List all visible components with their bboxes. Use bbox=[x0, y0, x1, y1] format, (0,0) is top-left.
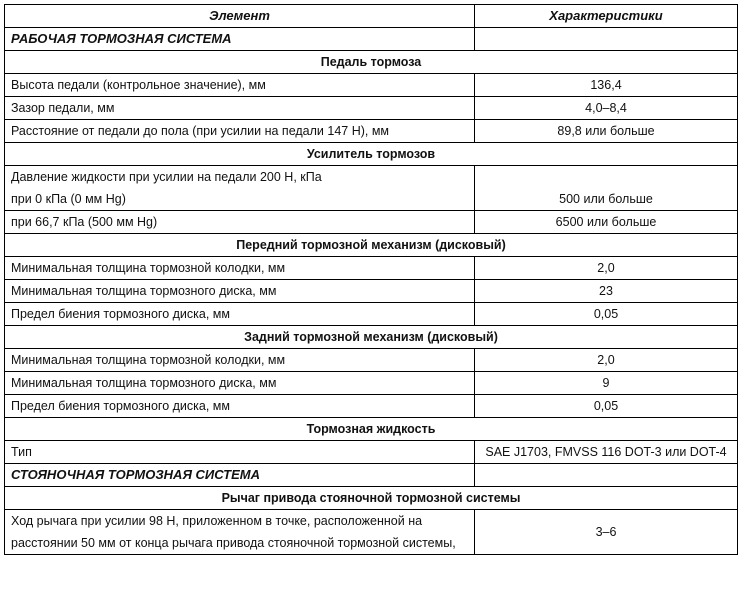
row-label: при 66,7 кПа (500 мм Hg) bbox=[5, 211, 475, 234]
row-value: 2,0 bbox=[475, 349, 738, 372]
row-label: Ход рычага при усилии 98 Н, приложенном в точке, расположенной на расстоянии 50 мм от конца рычага привода стояночной тормозной системы, bbox=[5, 510, 475, 555]
group-title: Передний тормозной механизм (дисковый) bbox=[5, 234, 738, 257]
section-title: РАБОЧАЯ ТОРМОЗНАЯ СИСТЕМА bbox=[5, 28, 475, 51]
table-row bbox=[5, 395, 738, 418]
row-label: Минимальная толщина тормозной колодки, мм bbox=[5, 257, 475, 280]
row-value: 3–6 bbox=[475, 510, 738, 555]
table-row bbox=[5, 211, 738, 234]
table-row bbox=[5, 349, 738, 372]
section-parking-brake bbox=[5, 464, 738, 487]
table-row bbox=[5, 97, 738, 120]
row-value: 4,0–8,4 bbox=[475, 97, 738, 120]
row-label: Минимальная толщина тормозного диска, мм bbox=[5, 372, 475, 395]
table-row bbox=[5, 372, 738, 395]
group-title: Усилитель тормозов bbox=[5, 143, 738, 166]
row-value: SAE J1703, FMVSS 116 DOT-3 или DOT-4 bbox=[475, 441, 738, 464]
section-service-brake bbox=[5, 28, 738, 51]
row-value: 9 bbox=[475, 372, 738, 395]
row-value: 6500 или больше bbox=[475, 211, 738, 234]
table-header bbox=[5, 5, 738, 28]
group-brake-fluid bbox=[5, 418, 738, 441]
group-front-brake bbox=[5, 234, 738, 257]
header-characteristics: Характеристики bbox=[475, 5, 738, 28]
table-row bbox=[5, 120, 738, 143]
group-parking-lever bbox=[5, 487, 738, 510]
row-label: Высота педали (контрольное значение), мм bbox=[5, 74, 475, 97]
row-value: 89,8 или больше bbox=[475, 120, 738, 143]
group-booster bbox=[5, 143, 738, 166]
spec-table bbox=[4, 4, 738, 555]
header-element: Элемент bbox=[5, 5, 475, 28]
row-label: Предел биения тормозного диска, мм bbox=[5, 395, 475, 418]
group-title: Рычаг привода стояночной тормозной системы bbox=[5, 487, 738, 510]
table-row bbox=[5, 441, 738, 464]
table-row bbox=[5, 257, 738, 280]
row-value: 0,05 bbox=[475, 395, 738, 418]
row-value: 2,0 bbox=[475, 257, 738, 280]
row-label: Расстояние от педали до пола (при усилии на педали 147 Н), мм bbox=[5, 120, 475, 143]
row-label: Предел биения тормозного диска, мм bbox=[5, 303, 475, 326]
section-title: СТОЯНОЧНАЯ ТОРМОЗНАЯ СИСТЕМА bbox=[5, 464, 475, 487]
table-row bbox=[5, 166, 738, 189]
row-label: Минимальная толщина тормозной колодки, мм bbox=[5, 349, 475, 372]
row-label: Тип bbox=[5, 441, 475, 464]
row-label: Зазор педали, мм bbox=[5, 97, 475, 120]
group-title: Тормозная жидкость bbox=[5, 418, 738, 441]
group-pedal bbox=[5, 51, 738, 74]
group-title: Педаль тормоза bbox=[5, 51, 738, 74]
table-row bbox=[5, 510, 738, 555]
row-value: 23 bbox=[475, 280, 738, 303]
table-row bbox=[5, 280, 738, 303]
table-row bbox=[5, 303, 738, 326]
row-label: при 0 кПа (0 мм Hg) bbox=[5, 188, 475, 211]
row-value: 136,4 bbox=[475, 74, 738, 97]
table-row bbox=[5, 74, 738, 97]
row-value: 0,05 bbox=[475, 303, 738, 326]
row-intro: Давление жидкости при усилии на педали 200 Н, кПа bbox=[5, 166, 475, 189]
table-row bbox=[5, 188, 738, 211]
row-value: 500 или больше bbox=[475, 188, 738, 211]
row-label: Минимальная толщина тормозного диска, мм bbox=[5, 280, 475, 303]
group-title: Задний тормозной механизм (дисковый) bbox=[5, 326, 738, 349]
group-rear-brake bbox=[5, 326, 738, 349]
